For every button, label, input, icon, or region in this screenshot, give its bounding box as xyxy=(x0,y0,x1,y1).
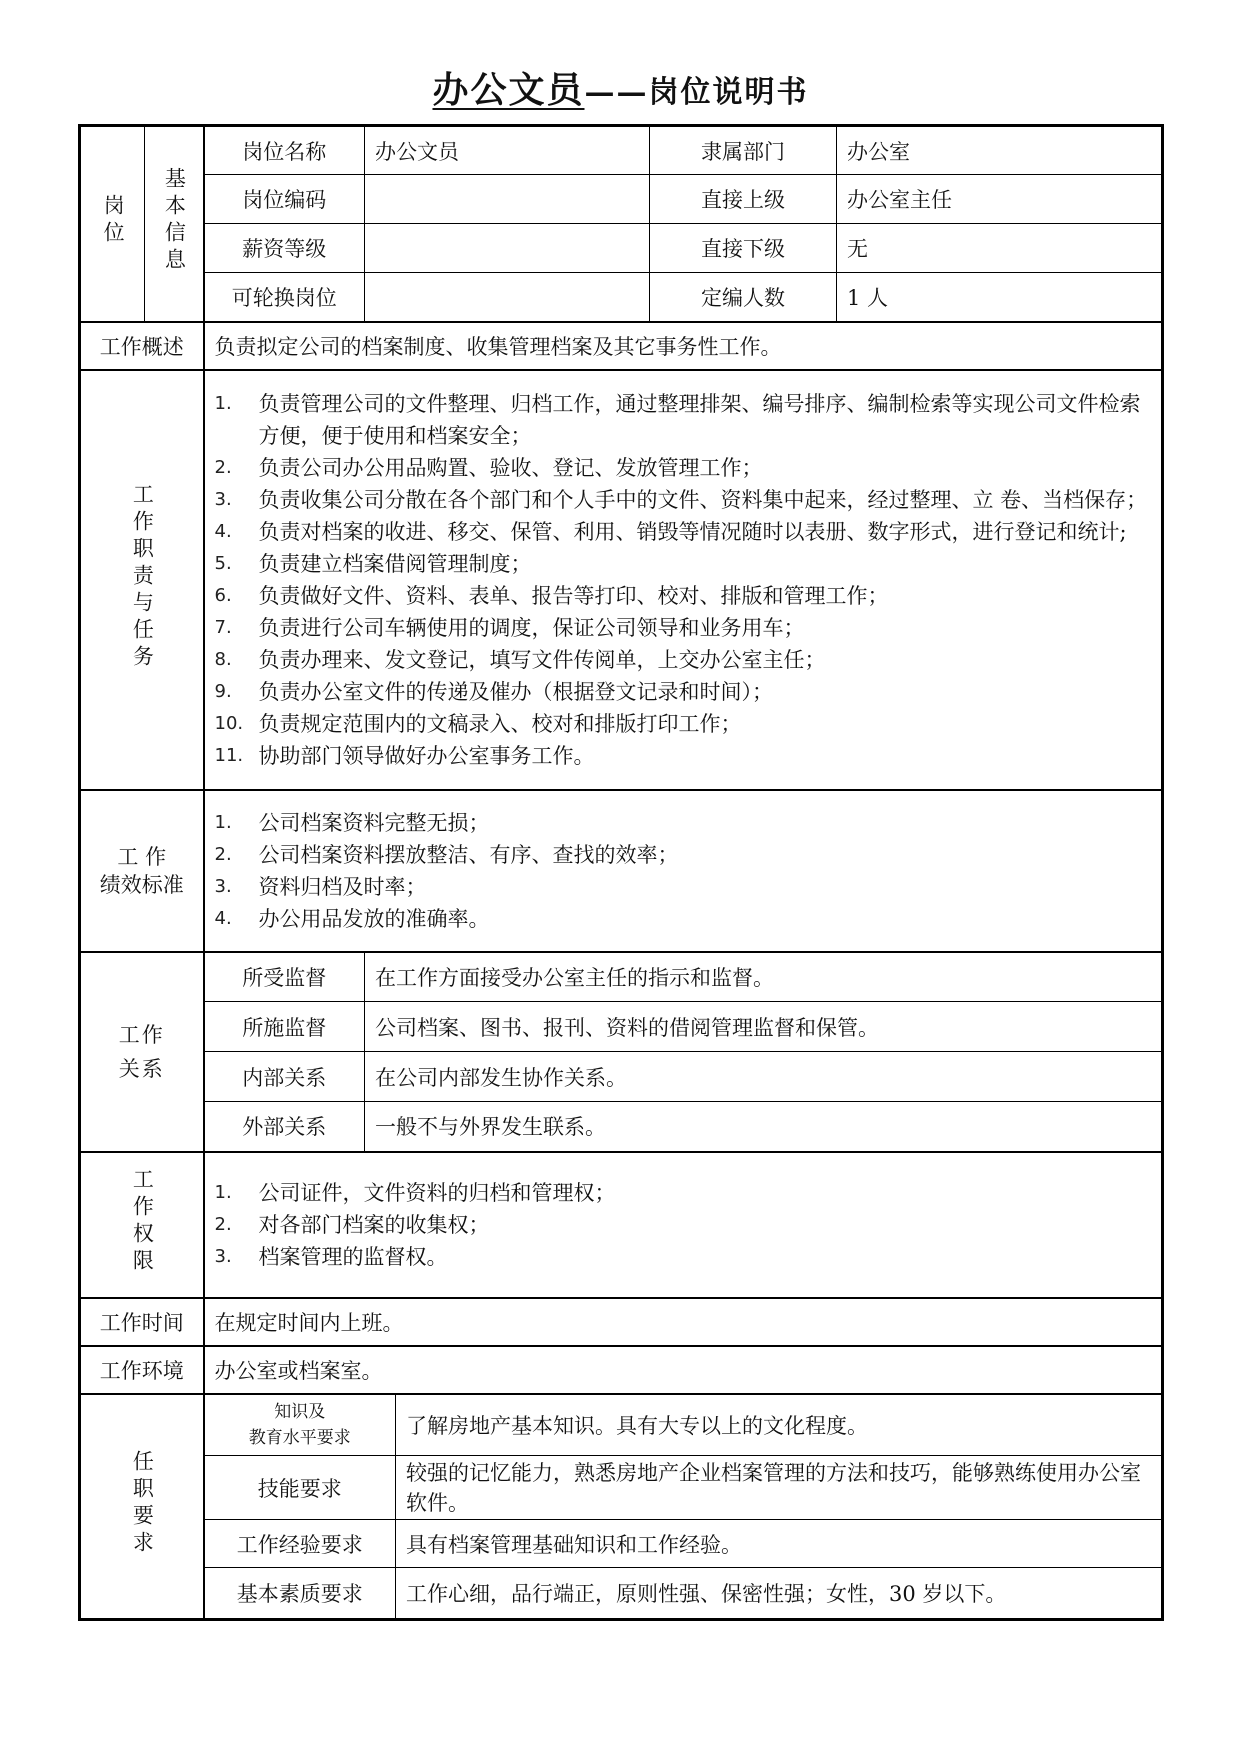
overview-label: 工作概述 xyxy=(80,322,204,370)
position-value: 办公室主任 xyxy=(837,175,1163,224)
authority-label: 工作权限 xyxy=(80,1152,204,1298)
position-key: 可轮换岗位 xyxy=(204,273,365,322)
environment-text: 办公室或档案室。 xyxy=(204,1346,1163,1394)
position-value: 无 xyxy=(837,224,1163,273)
position-value xyxy=(365,273,650,322)
environment-row xyxy=(80,1346,1163,1394)
position-key: 定编人数 xyxy=(650,273,837,322)
position-value xyxy=(365,224,650,273)
list-item: 1. 负责管理公司的文件整理、归档工作，通过整理排架、编号排序、编制检索等实现公司文件检索方便，便于使用和档案安全； xyxy=(214,391,1141,448)
requirements-label: 任职要求 xyxy=(80,1394,204,1620)
requirement-key: 技能要求 xyxy=(204,1456,396,1520)
list-item: 1. 公司证件，文件资料的归档和管理权； xyxy=(214,1180,616,1205)
basic-info-label: 基本信息 xyxy=(145,126,204,322)
list-item: 6. 负责做好文件、资料、表单、报告等打印、校对、排版和管理工作； xyxy=(214,583,889,608)
position-value: 1 人 xyxy=(837,273,1163,322)
position-value: 办公室 xyxy=(837,126,1163,175)
position-key: 岗位名称 xyxy=(204,126,365,175)
overview-row xyxy=(80,322,1163,370)
duties-label: 工作职责与任务 xyxy=(80,370,204,790)
position-key: 直接上级 xyxy=(650,175,837,224)
duties-content xyxy=(204,370,1163,790)
list-item: 9. 负责办公室文件的传递及催办（根据登文记录和时间）； xyxy=(214,679,773,704)
performance-content xyxy=(204,790,1163,952)
work-time-text: 在规定时间内上班。 xyxy=(204,1298,1163,1346)
relations-row xyxy=(80,1052,1163,1102)
list-item: 3. 档案管理的监督权。 xyxy=(214,1244,448,1269)
requirement-value: 具有档案管理基础知识和工作经验。 xyxy=(396,1520,1163,1568)
requirements-row xyxy=(80,1394,1163,1456)
list-item: 11. 协助部门领导做好办公室事务工作。 xyxy=(214,743,595,768)
list-item: 2. 公司档案资料摆放整洁、有序、查找的效率； xyxy=(214,842,679,867)
requirements-row xyxy=(80,1520,1163,1568)
requirements-row xyxy=(80,1568,1163,1620)
list-item: 2. 对各部门档案的收集权； xyxy=(214,1212,490,1237)
position-key: 直接下级 xyxy=(650,224,837,273)
requirement-value: 较强的记忆能力，熟悉房地产企业档案管理的方法和技巧，能够熟练使用办公室软件。 xyxy=(396,1456,1163,1520)
title-sub: 岗位说明书 xyxy=(648,75,809,110)
relation-key: 内部关系 xyxy=(204,1052,365,1102)
position-value: 办公文员 xyxy=(365,126,650,175)
job-description-table xyxy=(78,124,1164,1621)
list-item: 4. 办公用品发放的准确率。 xyxy=(214,906,490,931)
list-item: 3. 资料归档及时率； xyxy=(214,874,427,899)
requirements-row xyxy=(80,1456,1163,1520)
requirement-key: 工作经验要求 xyxy=(204,1520,396,1568)
performance-list xyxy=(215,803,1152,939)
overview-text: 负责拟定公司的档案制度、收集管理档案及其它事务性工作。 xyxy=(204,322,1163,370)
position-row xyxy=(80,175,1163,224)
work-time-label: 工作时间 xyxy=(80,1298,204,1346)
performance-row xyxy=(80,790,1163,952)
relations-row xyxy=(80,1002,1163,1052)
list-item: 4. 负责对档案的收进、移交、保管、利用、销毁等情况随时以表册、数字形式，进行登记和统计; xyxy=(214,519,1127,544)
duties-row xyxy=(80,370,1163,790)
relation-value: 公司档案、图书、报刊、资料的借阅管理监督和保管。 xyxy=(365,1002,1163,1052)
relation-value: 在工作方面接受办公室主任的指示和监督。 xyxy=(365,952,1163,1002)
position-section-label: 岗位 xyxy=(80,126,145,322)
requirement-value: 工作心细，品行端正，原则性强、保密性强；女性，30 岁以下。 xyxy=(396,1568,1163,1620)
relations-row xyxy=(80,1102,1163,1152)
relation-key: 所施监督 xyxy=(204,1002,365,1052)
list-item: 5. 负责建立档案借阅管理制度； xyxy=(214,551,532,576)
position-row xyxy=(80,126,1163,175)
relation-key: 所受监督 xyxy=(204,952,365,1002)
relation-value: 一般不与外界发生联系。 xyxy=(365,1102,1163,1152)
position-key: 薪资等级 xyxy=(204,224,365,273)
list-item: 2. 负责公司办公用品购置、验收、登记、发放管理工作； xyxy=(214,455,763,480)
position-key: 岗位编码 xyxy=(204,175,365,224)
work-time-row xyxy=(80,1298,1163,1346)
list-item: 10. 负责规定范围内的文稿录入、校对和排版打印工作； xyxy=(214,711,742,736)
relation-key: 外部关系 xyxy=(204,1102,365,1152)
relations-label: 工作 关系 xyxy=(80,952,204,1152)
requirement-value: 了解房地产基本知识。具有大专以上的文化程度。 xyxy=(396,1394,1163,1456)
position-value xyxy=(365,175,650,224)
requirement-key: 基本素质要求 xyxy=(204,1568,396,1620)
position-row xyxy=(80,224,1163,273)
title-main: 办公文员 xyxy=(432,69,585,111)
list-item: 7. 负责进行公司车辆使用的调度，保证公司领导和业务用车； xyxy=(214,615,805,640)
list-item: 1. 公司档案资料完整无损； xyxy=(214,810,490,835)
authority-content xyxy=(204,1152,1163,1298)
list-item: 3. 负责收集公司分散在各个部门和个人手中的文件、资料集中起来，经过整理、立 卷、当档保存； xyxy=(214,487,1148,512)
relations-row xyxy=(80,952,1163,1002)
requirement-key: 知识及 教育水平要求 xyxy=(204,1394,396,1456)
list-item: 8. 负责办理来、发文登记，填写文件传阅单，上交办公室主任； xyxy=(214,647,826,672)
authority-list xyxy=(215,1173,1152,1277)
relation-value: 在公司内部发生协作关系。 xyxy=(365,1052,1163,1102)
position-key: 隶属部门 xyxy=(650,126,837,175)
title-dash: —— xyxy=(584,75,649,110)
environment-label: 工作环境 xyxy=(80,1346,204,1394)
position-row xyxy=(80,273,1163,322)
duties-list xyxy=(215,384,1152,776)
performance-label: 工 作 绩效标准 xyxy=(80,790,204,952)
authority-row xyxy=(80,1152,1163,1298)
document-title xyxy=(0,62,1241,113)
